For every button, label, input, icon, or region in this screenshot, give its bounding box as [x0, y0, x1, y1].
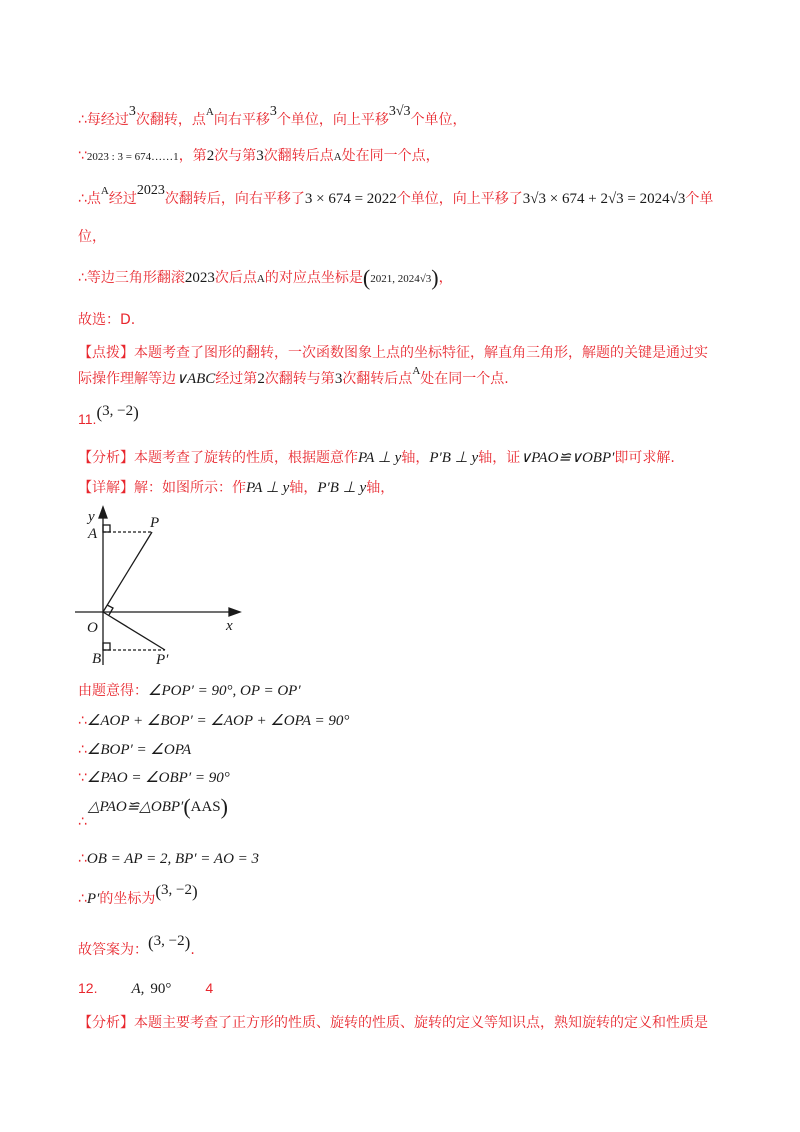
text-line-9: 11.(3, −2)	[78, 403, 139, 427]
label-b: B	[92, 651, 102, 667]
label-a: A	[88, 526, 98, 542]
rotation-diagram	[70, 505, 250, 670]
text-line-20: 12. A, 90° 4	[78, 980, 214, 997]
right-angle-b	[103, 643, 110, 650]
label-p-prime: P′	[156, 652, 169, 668]
segment-op	[103, 532, 152, 612]
text-line-14: ∴∠BOP′ = ∠OPA	[78, 742, 192, 758]
text-line-17: ∴OB = AP = 2, BP′ = AO = 3	[78, 851, 260, 867]
x-axis-arrow	[229, 608, 240, 616]
text-line-6: 故选：D.	[78, 312, 136, 328]
right-angle-a	[103, 525, 110, 532]
text-line-12: 由题意得：∠POP′ = 90°, OP = OP′	[78, 683, 301, 699]
segment-op-prime	[103, 612, 165, 650]
label-x: x	[226, 618, 233, 634]
text-line-16-therefore: ∴	[78, 814, 87, 830]
text-line-19: 故答案为：(3, −2).	[78, 933, 195, 958]
text-line-10: 【分析】本题考查了旋转的性质，根据题意作PA ⊥ y轴，P′B ⊥ y轴，证∨PAO≌∨OBP′即可求解.	[78, 450, 675, 466]
text-line-11: 【详解】解：如图所示：作PA ⊥ y轴，P′B ⊥ y轴，	[78, 480, 395, 496]
text-line-16: △PAO≌△OBP′(AAS)	[88, 794, 228, 819]
label-p: P	[150, 515, 160, 531]
text-line-18: ∴P′的坐标为(3, −2)	[78, 882, 198, 907]
right-angle-o	[107, 605, 113, 615]
text-line-21: 【分析】本题主要考查了正方形的性质、旋转的性质、旋转的定义等知识点，熟知旋转的定义和性质是	[78, 1015, 708, 1031]
text-line-13: ∴∠AOP + ∠BOP′ = ∠AOP + ∠OPA = 90°	[78, 713, 350, 729]
label-y: y	[88, 509, 95, 525]
text-line-7: 【点拨】本题考查了图形的翻转，一次函数图象上点的坐标特征，解直角三角形，解题的关键是通过实	[78, 345, 708, 361]
text-line-1: ∴每经过3次翻转，点$^A$向右平移3个单位，向上平移3√3个单位，	[78, 104, 467, 128]
text-line-15: ∵∠PAO = ∠OBP′ = 90°	[78, 770, 230, 786]
label-o: O	[87, 620, 98, 636]
text-line-5: ∴等边三角形翻滚2023次后点A的对应点坐标是(2021, 2024√3)，	[78, 265, 453, 290]
text-line-8: 际操作理解等边∨ABC经过第2次翻转与第3次翻转后点$^A$处在同一个点.	[78, 365, 509, 387]
y-axis-arrow	[99, 507, 107, 518]
text-line-2: ∵2023 : 3 = 674……1，第2次与第3次翻转后点A处在同一个点，	[78, 148, 440, 164]
text-line-3: ∴点$^A$经过2023次翻转后，向右平移了3 × 674 = 2022个单位，向上平移了3√3 × 674 + 2√3 = 2024√3个单	[78, 183, 714, 207]
text-line-4: 位，	[78, 229, 106, 245]
